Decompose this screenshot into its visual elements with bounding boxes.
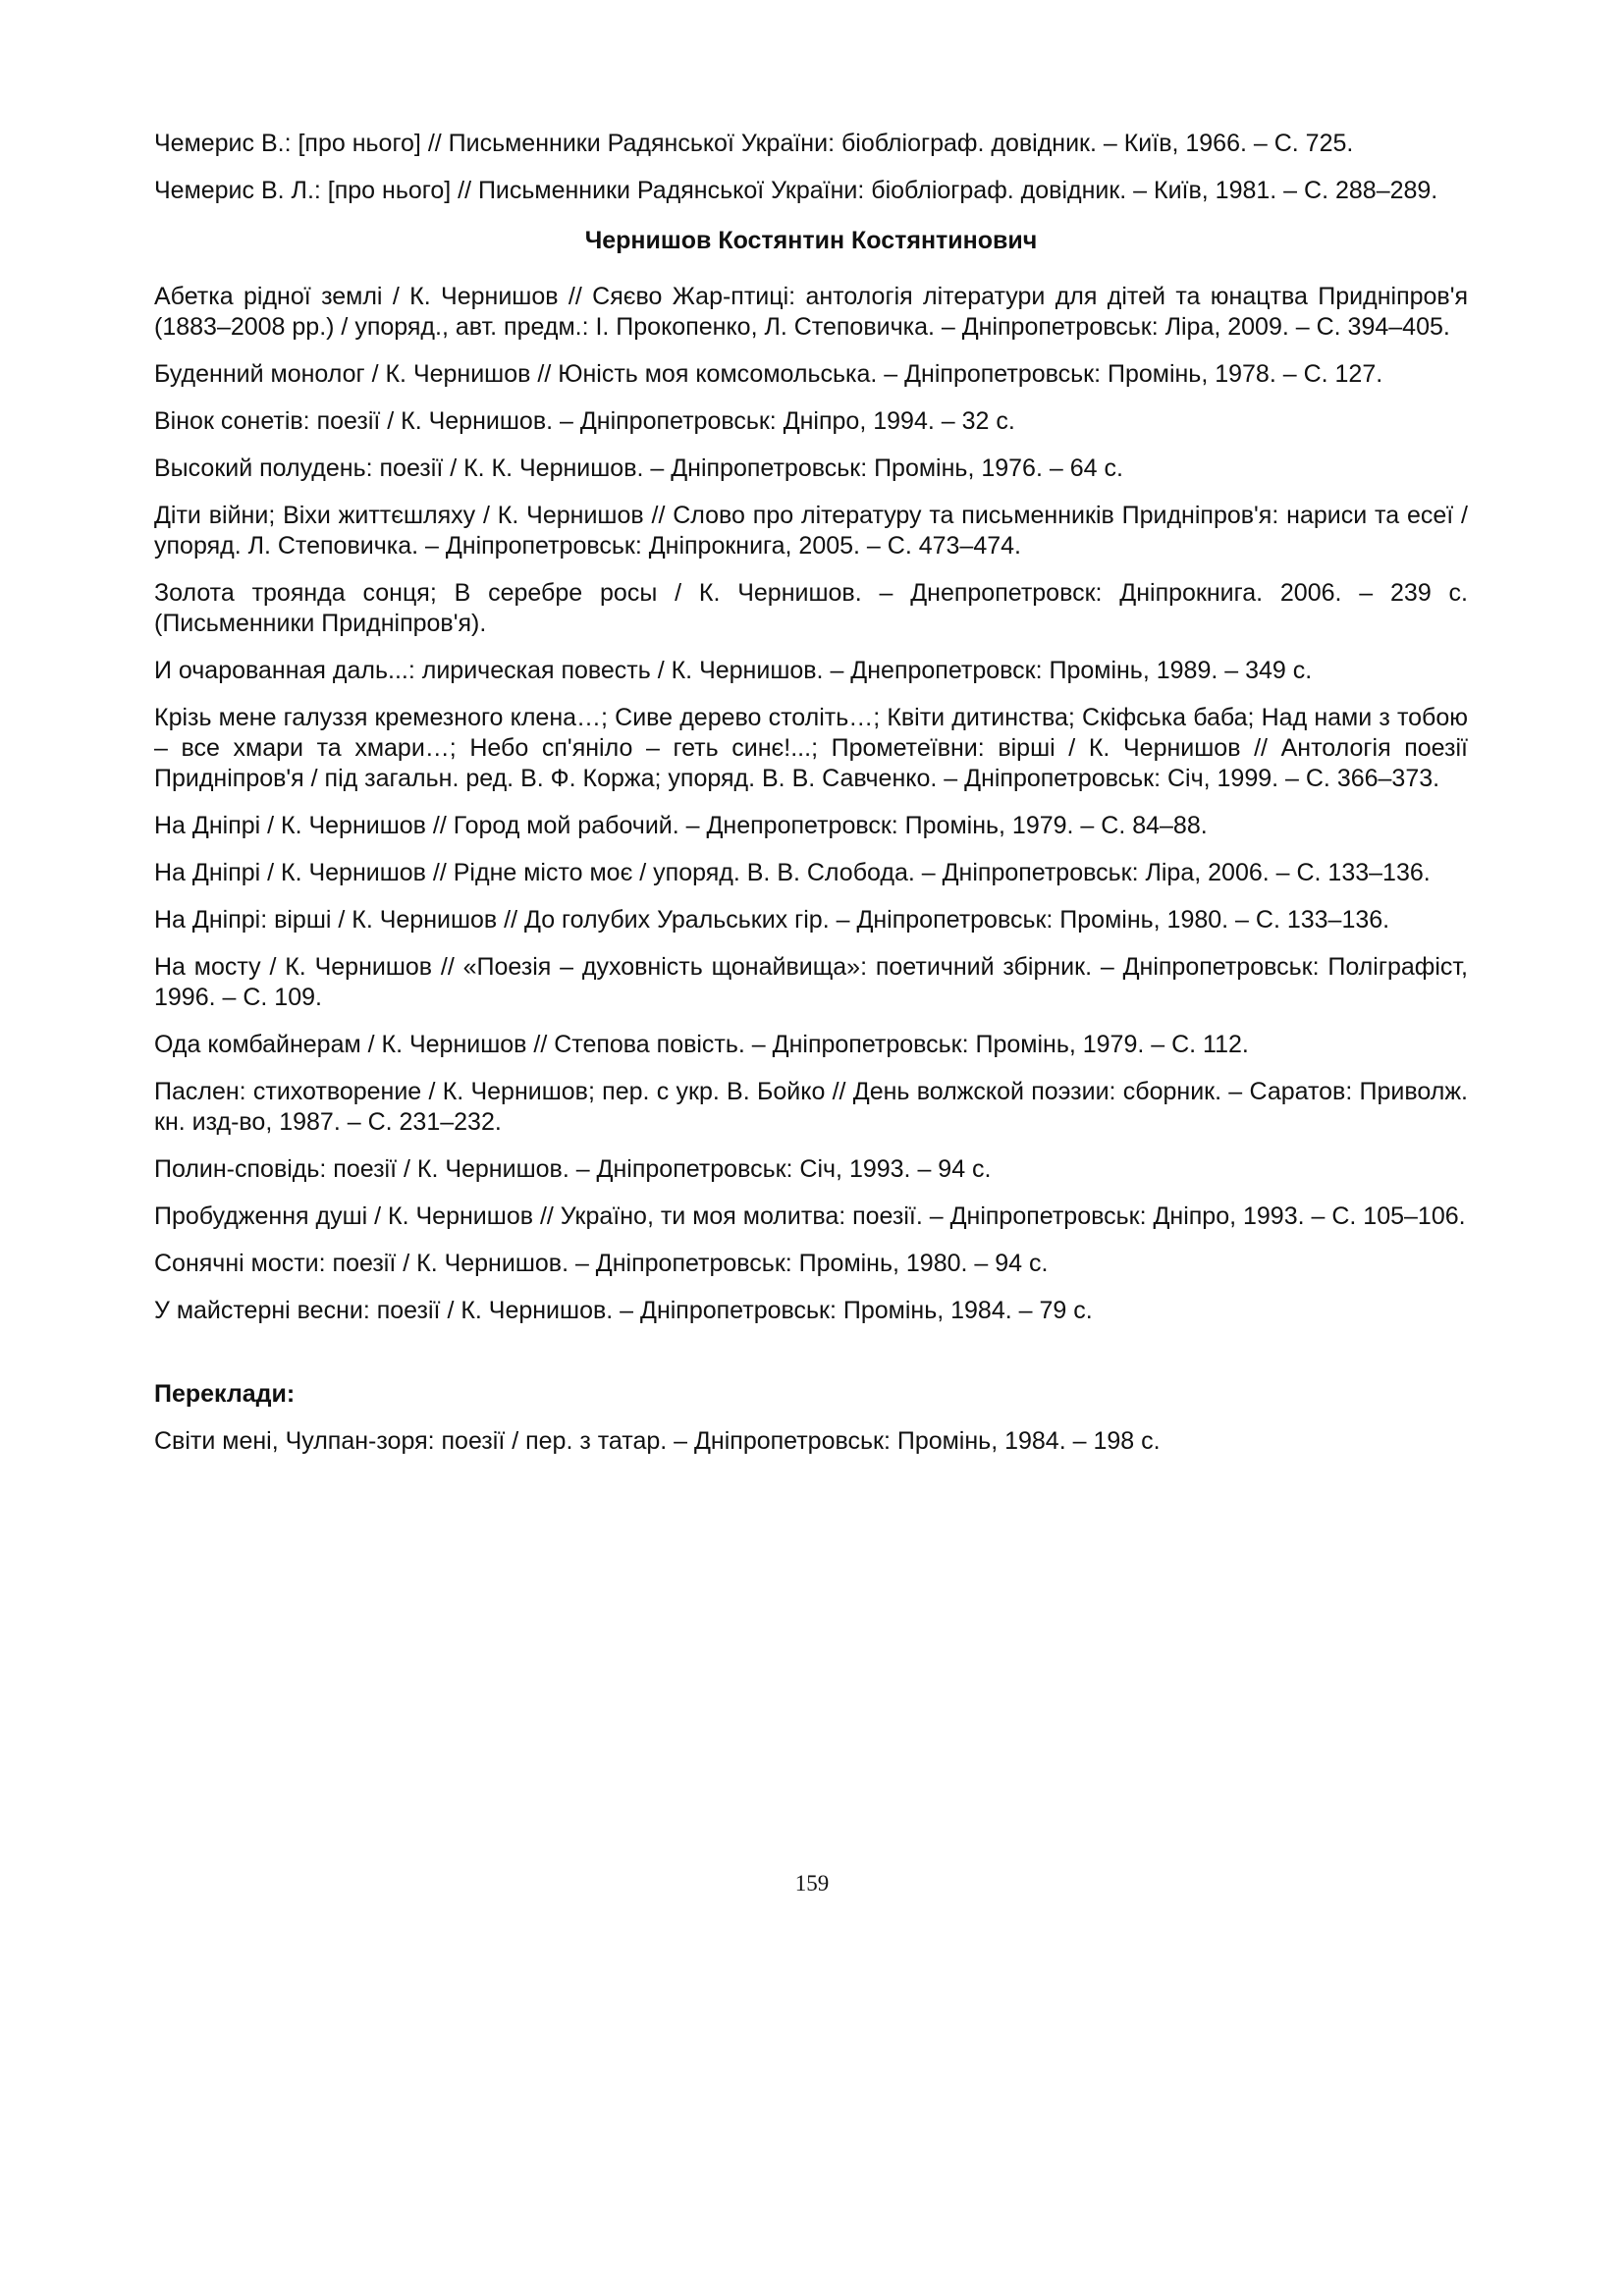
bibliography-entry: На Дніпрі / К. Чернишов // Город мой рабочий. – Днепропетровск: Промінь, 1979. – С. 84–88. (154, 812, 1208, 839)
bibliography-entry: Світи мені, Чулпан-зоря: поезії / пер. з татар. – Дніпропетровськ: Промінь, 1984. – 198 с. (154, 1427, 1161, 1455)
bibliography-entry: Золота троянда сонця; В серебре росы / К. Чернишов. – Днепропетровск: Дніпрокнига. 2006. – 239 с. (Письменники Придніпров'я). (154, 579, 1468, 637)
bibliography-entry: Полин-сповідь: поезії / К. Чернишов. – Дніпропетровськ: Січ, 1993. – 94 с. (154, 1155, 992, 1183)
author-heading: Чернишов Костянтин Костянтинович (584, 227, 1038, 254)
bibliography-entry: И очарованная даль...: лирическая повесть / К. Чернишов. – Днепропетровск: Промінь, 1989. – 349 с. (154, 657, 1313, 684)
translations-heading: Переклади: (154, 1380, 296, 1408)
document-page (154, 129, 1468, 1457)
page-number: 159 (794, 1871, 830, 1896)
bibliography-entry: Паслен: стихотворение / К. Чернишов; пер. с укр. В. Бойко // День волжской поэзии: сборник. – Саратов: Приволж. кн. изд-во, 1987. – С. 231–232. (154, 1078, 1468, 1136)
bibliography-entry: У майстерні весни: поезії / К. Чернишов. – Дніпропетровськ: Промінь, 1984. – 79 с. (154, 1297, 1093, 1324)
bibliography-entry: Ода комбайнерам / К. Чернишов // Степова повість. – Дніпропетровськ: Промінь, 1979. – С. 112. (154, 1031, 1249, 1058)
top-entries (154, 129, 1468, 206)
translations-list (154, 1426, 1468, 1457)
bibliography-entry: Чемерис В. Л.: [про нього] // Письменники Радянської України: біобліограф. довідник. – Київ, 1981. – С. 288–289. (154, 177, 1438, 204)
bibliography-entry: Абетка рідної землі / К. Чернишов // Сяєво Жар-птиці: антологія літератури для дітей та юнацтва Придніпров'я (1883–2008 рр.) / упоряд., авт. предм.: І. Прокопенко, Л. Степовичка. – Дніпропетровськ: Ліра, 2009. – С. 394–405. (154, 283, 1468, 341)
bibliography-entry: Крізь мене галуззя кремезного клена…; Сиве дерево століть…; Квіти дитинства; Скіфська баба; Над нами з тобою – все хмари та хмари…; Небо сп'яніло – геть синє!...; Прометеївни: вірші / К. Чернишов // Антологія поезії Придніпров'я / під загальн. ред. В. Ф. Коржа; упоряд. В. В. Савченко. – Дніпропетровськ: Січ, 1999. – С. 366–373. (154, 704, 1468, 792)
bibliography-entry: На Дніпрі / К. Чернишов // Рідне місто моє / упоряд. В. В. Слобода. – Дніпропетровськ: Ліра, 2006. – С. 133–136. (154, 859, 1431, 886)
bibliography-entry: Буденний монолог / К. Чернишов // Юність моя комсомольська. – Дніпропетровськ: Промінь, 1978. – С. 127. (154, 360, 1383, 388)
bibliography-entry: Пробудження душі / К. Чернишов // Україно, ти моя молитва: поезії. – Дніпропетровськ: Дніпро, 1993. – С. 105–106. (154, 1202, 1466, 1230)
bibliography-entry: Вінок сонетів: поезії / К. Чернишов. – Дніпропетровськ: Дніпро, 1994. – 32 с. (154, 407, 1015, 435)
bibliography-entry: Сонячні мости: поезії / К. Чернишов. – Дніпропетровськ: Промінь, 1980. – 94 с. (154, 1250, 1049, 1277)
bibliography-entry: Чемерис В.: [про нього] // Письменники Радянської України: біобліограф. довідник. – Київ, 1966. – С. 725. (154, 130, 1354, 157)
bibliography-entry: На Дніпрі: вірші / К. Чернишов // До голубих Уральських гір. – Дніпропетровськ: Промінь, 1980. – С. 133–136. (154, 906, 1390, 934)
bibliography-entry: Высокий полудень: поезії / К. К. Чернишов. – Дніпропетровськ: Промінь, 1976. – 64 с. (154, 454, 1123, 482)
bibliography-entry: Діти війни; Віхи життєшляху / К. Чернишов // Слово про літературу та письменників Придніпров'я: нариси та есеї / упоряд. Л. Степовичка. – Дніпропетровськ: Дніпрокнига, 2005. – С. 473–474. (154, 502, 1468, 560)
works-list (154, 282, 1468, 1326)
bibliography-entry: На мосту / К. Чернишов // «Поезія – духовність щонайвища»: поетичний збірник. – Дніпропетровськ: Поліграфіст, 1996. – С. 109. (154, 953, 1468, 1011)
